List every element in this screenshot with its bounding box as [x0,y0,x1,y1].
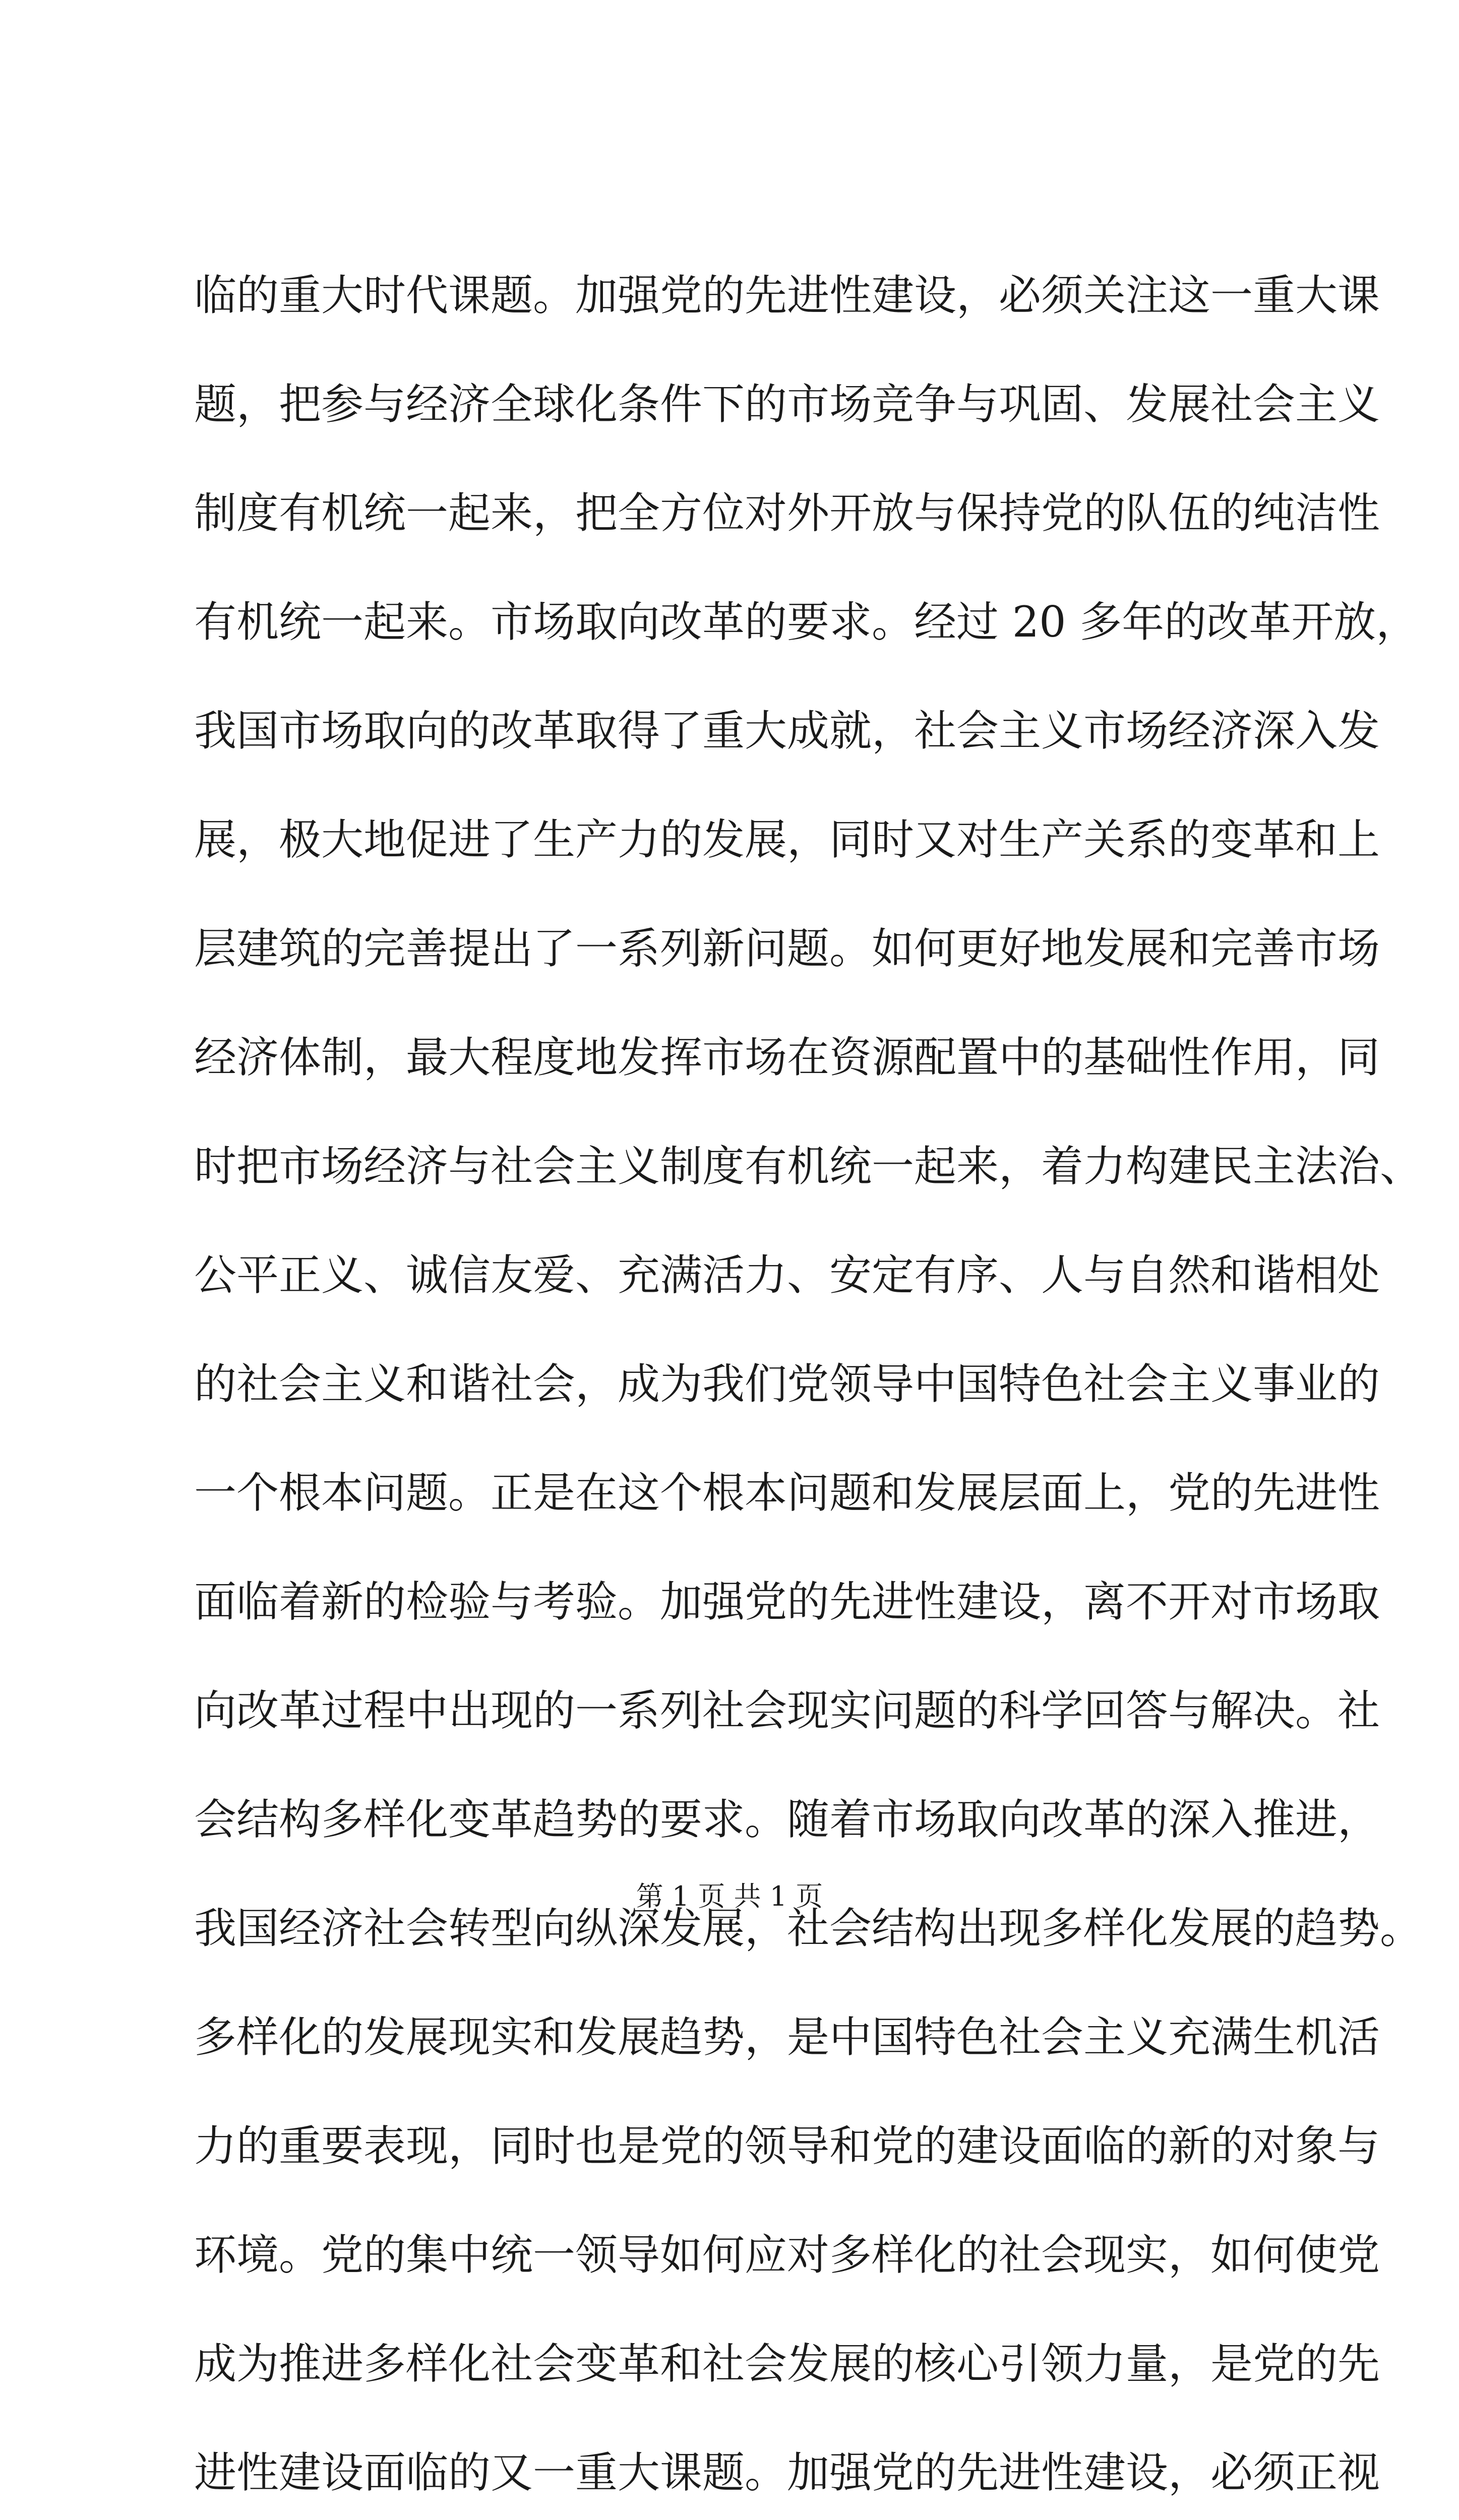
text-line: 多样化的发展现实和发展趋势，是中国特色社会主义充满生机活 [194,2012,1380,2062]
text-line: 我国市场取向的改革取得了重大成就，社会主义市场经济深入发 [194,706,1380,755]
text-line: 会结构多样化变革趋势的要求。随着市场取向改革的深入推进， [194,1795,1380,1844]
text-line: 成为推进多样化社会变革和社会发展的核心引领力量，是党的先 [194,2339,1380,2388]
page-number-label: 第 1 页 共 1 页 [636,1880,823,1912]
page-footer [0,1875,1459,1914]
text-line: 展，极大地促进了生产力的发展，同时又对生产关系的变革和上 [194,815,1380,864]
text-line: 一个根本问题。正是在这个根本问题和发展层面上，党的先进性 [194,1468,1380,1518]
text-line: 的社会主义和谐社会，成为我们党领导中国特色社会主义事业的 [194,1359,1380,1409]
text-line: 进性建设面临的又一重大课题。加强党的先进性建设，必须正视 [194,2448,1380,2497]
text-line: 向改革过程中出现的一系列社会现实问题的科学回答与解决。社 [194,1686,1380,1735]
text-line: 题，把参与经济全球化条件下的市场竞争与巩固、发展社会主义 [194,380,1380,429]
text-line: 公平正义、诚信友爱、充满活力、安定有序、人与自然和谐相处 [194,1250,1380,1300]
text-line: 有机统一起来。市场取向改革的要求。经过 20 多年的改革开放， [194,597,1419,647]
body-text [194,241,1423,2520]
text-line: 时把市场经济与社会主义制度有机统一起来，着力构建民主法治、 [194,1142,1423,1191]
text-line: 临的重大时代课题。加强党的先进性建设，必须关注这一重大课 [194,271,1380,320]
text-line: 环境。党的集中统一领导如何应对多样化的社会现实，如何使党 [194,2230,1380,2280]
text-line: 制度有机统一起来，把全方位对外开放与保持党的队伍的纯洁性 [194,488,1380,538]
text-line: 层建筑的完善提出了一系列新问题。如何更好地发展和完善市场 [194,924,1380,973]
text-line: 面临着新的检验与考验。加强党的先进性建设，离不开对市场取 [194,1577,1380,1626]
text-line: 力的重要表现，同时也是党的领导和党的建设面临的新的对象与 [194,2121,1380,2171]
text-line: 经济体制，最大程度地发挥市场在资源配置中的基础性作用，同 [194,1033,1380,1082]
text-line: 我国经济社会转型向纵深发展，社会结构出现多样化发展的趋势。 [194,1904,1423,1953]
